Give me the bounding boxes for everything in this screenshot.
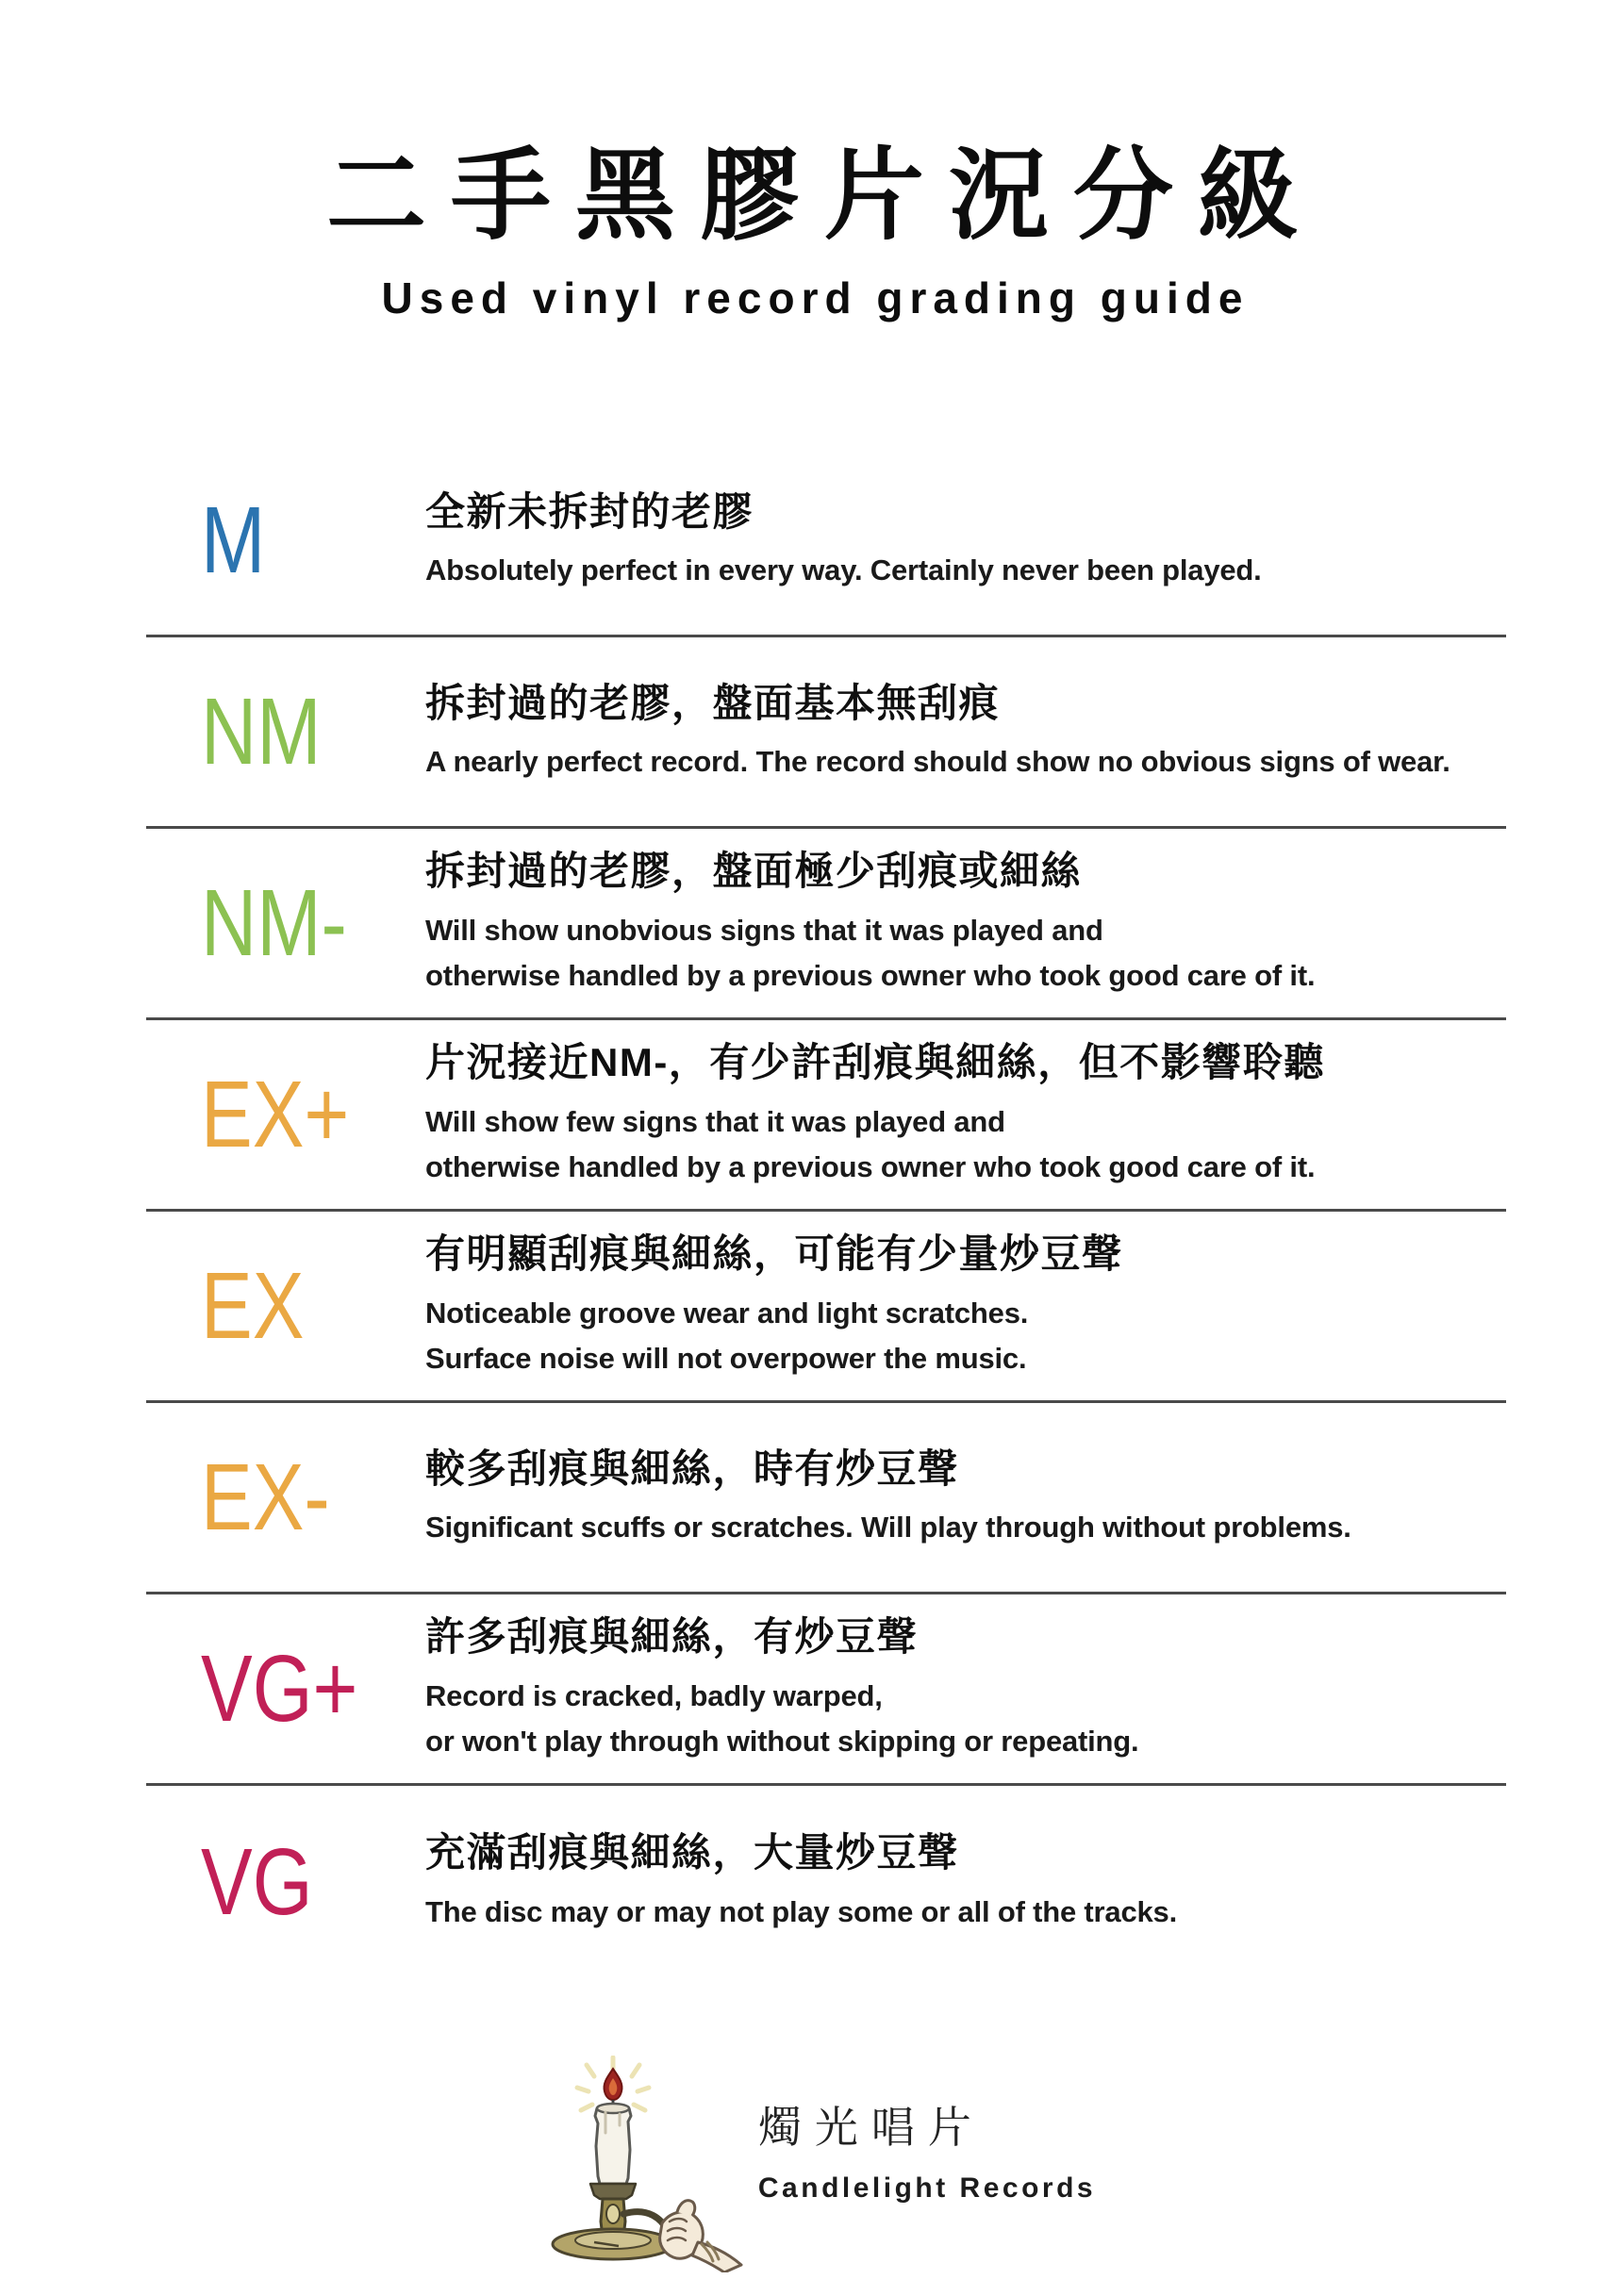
grade-desc — [425, 548, 1506, 593]
grade-heading-zh: 拆封過的老膠，盤面極少刮痕或細絲 — [425, 849, 1083, 894]
grade-desc — [425, 1674, 1506, 1765]
grade-text-column — [425, 1230, 1506, 1381]
grade-row — [146, 1020, 1506, 1212]
grade-desc — [425, 1291, 1506, 1382]
grade-desc-line: Will show unobvious signs that it was played and — [425, 913, 1103, 947]
grade-desc-line: Record is cracked, badly warped, — [425, 1678, 883, 1712]
grade-code: VG+ — [201, 1636, 358, 1742]
grade-desc — [425, 739, 1506, 785]
grade-code: EX+ — [201, 1062, 350, 1167]
grade-label-column — [146, 1636, 425, 1742]
grade-text-column — [425, 847, 1506, 999]
grade-heading-zh: 較多刮痕與細絲，時有炒豆聲 — [425, 1445, 959, 1491]
grade-text-column — [425, 487, 1506, 594]
grade-label-column — [146, 487, 425, 593]
grade-row — [146, 829, 1506, 1020]
grade-code: EX — [201, 1253, 305, 1359]
brand-text — [758, 2056, 1096, 2205]
grade-heading-zh: 許多刮痕與細絲，有炒豆聲 — [425, 1614, 919, 1660]
grade-code: NM- — [201, 870, 347, 976]
grade-desc-line: otherwise handled by a previous owner who took good care of it. — [425, 1150, 1316, 1184]
grade-code: M — [201, 487, 266, 593]
grade-text-column — [425, 1038, 1506, 1190]
grade-text-column — [425, 679, 1506, 785]
page-subtitle: Used vinyl record grading guide — [381, 273, 1250, 322]
grade-code: NM — [201, 679, 322, 785]
grade-heading-zh: 有明顯刮痕與細絲，可能有少量炒豆聲 — [425, 1231, 1123, 1277]
grade-desc-line: Surface noise will not overpower the music. — [425, 1342, 1027, 1376]
grade-text-column — [425, 1828, 1506, 1935]
grade-row — [146, 1786, 1506, 1977]
grade-label-column — [146, 870, 425, 976]
grade-desc — [425, 1505, 1506, 1550]
brand-name-zh: 燭光唱片 — [757, 2103, 985, 2152]
grade-row — [146, 1403, 1506, 1594]
grade-heading-zh: 片況接近NM-，有少許刮痕與細絲，但不影響聆聽 — [425, 1040, 1325, 1085]
grade-desc-line: Noticeable groove wear and light scratches. — [425, 1296, 1029, 1330]
grade-desc-line: The disc may or may not play some or all of the tracks. — [425, 1894, 1177, 1928]
grade-label-column — [146, 1062, 425, 1167]
grade-code: EX- — [201, 1445, 330, 1550]
grade-desc-line: Will show few signs that it was played and — [425, 1104, 1005, 1138]
grade-desc-line: or won't play through without skipping or repeating. — [425, 1725, 1139, 1759]
grade-desc-line: otherwise handled by a previous owner who took good care of it. — [425, 959, 1316, 993]
grade-label-column — [146, 679, 425, 785]
grade-row — [146, 1212, 1506, 1403]
grade-code: VG — [201, 1828, 313, 1935]
grade-desc — [425, 1099, 1506, 1191]
grade-desc-line: Significant scuffs or scratches. Will play through without problems. — [425, 1511, 1351, 1544]
grade-label-column — [146, 1253, 425, 1359]
header — [0, 0, 1624, 323]
footer-brand — [0, 2056, 1624, 2272]
grade-text-column — [425, 1612, 1506, 1764]
grade-heading-zh: 充滿刮痕與細絲，大量炒豆聲 — [425, 1830, 959, 1875]
grade-text-column — [425, 1445, 1506, 1551]
page-title: 二手黑膠片況分級 — [326, 140, 1322, 252]
grade-label-column — [146, 1445, 425, 1550]
candlestick-icon — [528, 2056, 745, 2272]
grade-desc-line: A nearly perfect record. The record should show no obvious signs of wear. — [425, 745, 1450, 779]
grade-row — [146, 1594, 1506, 1786]
grade-heading-zh: 拆封過的老膠，盤面基本無刮痕 — [425, 680, 1001, 725]
grade-desc-line: Absolutely perfect in every way. Certainly never been played. — [425, 553, 1262, 587]
grade-desc — [425, 1890, 1506, 1935]
grade-heading-zh: 全新未拆封的老膠 — [425, 488, 754, 534]
grade-row — [146, 446, 1506, 637]
grade-row — [146, 637, 1506, 829]
brand-name-en: Candlelight Records — [757, 2172, 1097, 2204]
grade-desc — [425, 908, 1506, 999]
grades-list — [146, 446, 1506, 1977]
grade-label-column — [146, 1828, 425, 1935]
